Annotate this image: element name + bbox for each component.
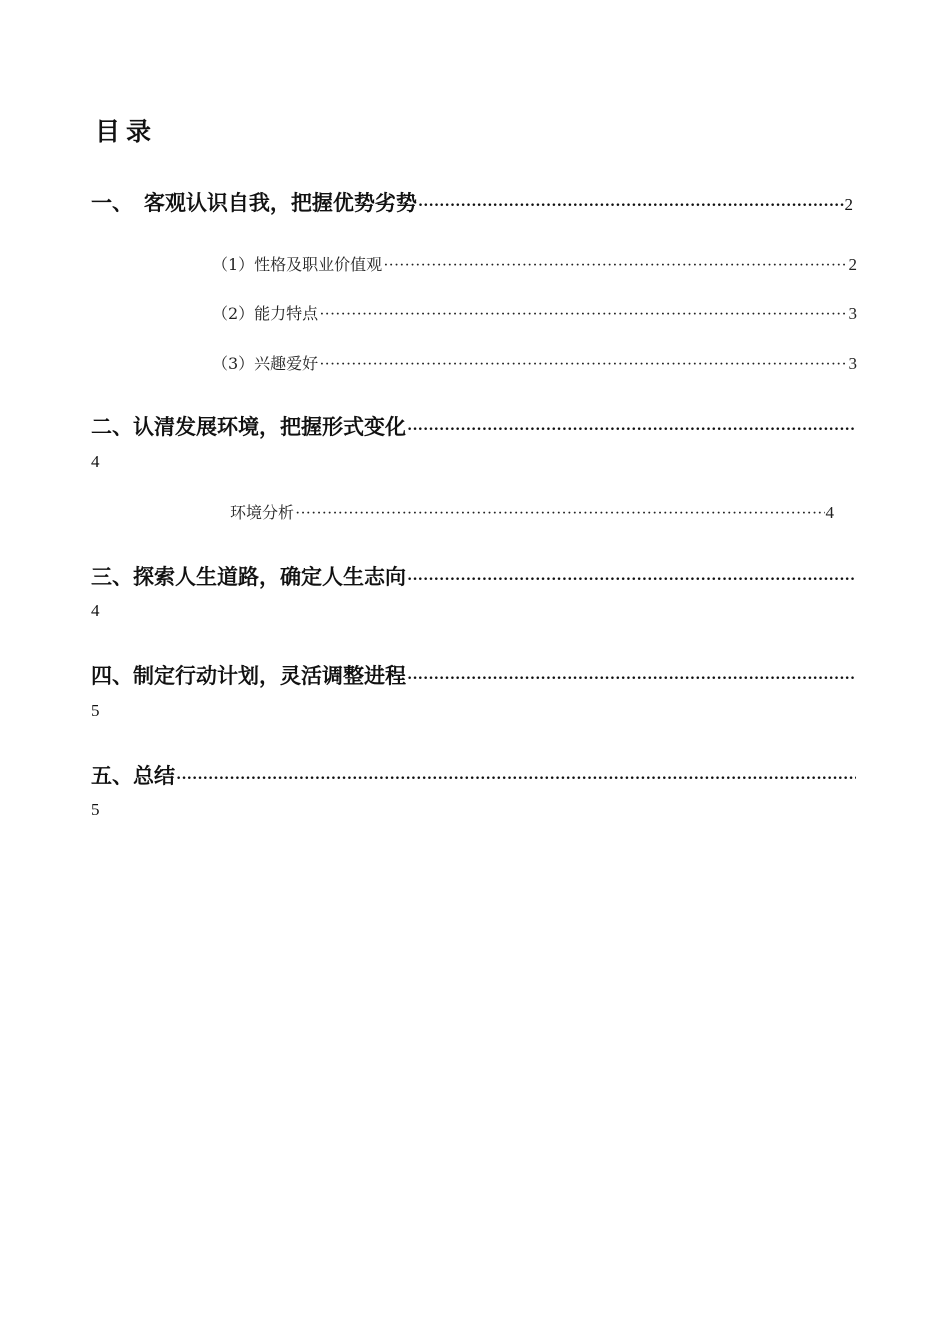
toc-entry-1-3-label: （3）兴趣爱好 <box>212 354 319 373</box>
toc-entry-1-2[interactable] <box>212 301 857 324</box>
toc-entry-1[interactable] <box>91 187 853 217</box>
toc-title: 目录 <box>95 117 158 146</box>
toc-entry-4-page: 5 <box>91 701 100 720</box>
toc-entry-1-2-label: （2）能力特点 <box>212 304 319 323</box>
toc-dot-leader <box>176 770 856 788</box>
toc-entry-3[interactable] <box>91 561 857 591</box>
toc-entry-5[interactable] <box>91 760 857 790</box>
toc-entry-5-page: 5 <box>91 800 100 819</box>
toc-entry-2-label: 二、认清发展环境，把握形式变化 <box>91 415 406 439</box>
toc-dot-leader <box>319 356 847 374</box>
toc-entry-4[interactable] <box>91 660 857 690</box>
toc-entry-2-page: 4 <box>91 452 100 471</box>
toc-dot-leader <box>383 257 847 275</box>
toc-entry-1-1-label: （1）性格及职业价值观 <box>212 255 383 274</box>
toc-entry-5-label: 五、总结 <box>91 764 175 788</box>
toc-dot-leader <box>407 571 856 589</box>
toc-entry-3-page: 4 <box>91 601 100 620</box>
toc-dot-leader <box>407 421 856 439</box>
toc-entry-2-1[interactable] <box>230 500 834 523</box>
toc-entry-2-1-label: 环境分析 <box>230 503 295 522</box>
toc-entry-1-3-page: 3 <box>848 354 857 373</box>
toc-dot-leader <box>319 306 847 324</box>
toc-entry-1-1[interactable] <box>212 252 857 275</box>
toc-entry-1-3[interactable] <box>212 351 857 374</box>
toc-entry-1-2-page: 3 <box>848 304 857 323</box>
toc-entry-1-page: 2 <box>844 195 853 214</box>
toc-entry-1-1-page: 2 <box>848 255 857 274</box>
toc-entry-2-1-page: 4 <box>825 503 834 522</box>
toc-entry-1-prefix: 一、 <box>91 191 133 215</box>
toc-entry-4-label: 四、制定行动计划，灵活调整进程 <box>91 664 406 688</box>
toc-entry-1-label: 客观认识自我，把握优势劣势 <box>143 191 417 215</box>
toc-entry-3-label: 三、探索人生道路，确定人生志向 <box>91 565 406 589</box>
toc-dot-leader <box>295 505 824 523</box>
toc-entry-2[interactable] <box>91 411 857 441</box>
toc-dot-leader <box>407 670 856 688</box>
toc-dot-leader <box>418 197 844 215</box>
